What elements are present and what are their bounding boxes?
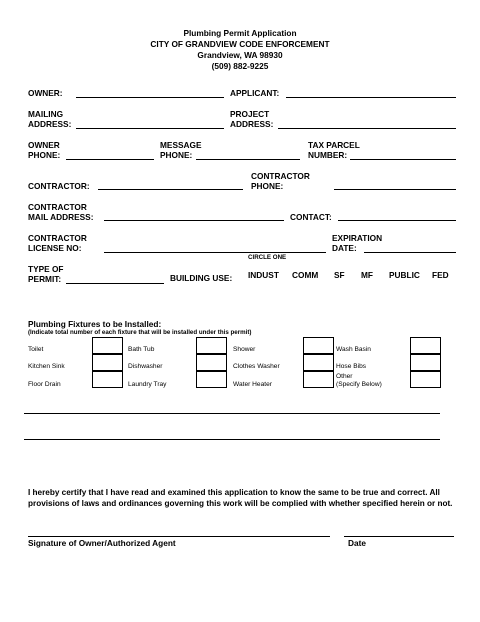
use-option-comm[interactable]: COMM bbox=[292, 270, 319, 280]
mailing-label-line1: MAILING bbox=[28, 109, 64, 119]
use-option-public[interactable]: PUBLIC bbox=[389, 270, 420, 280]
message-phone-field[interactable] bbox=[196, 159, 300, 160]
fixture-label-other: Other bbox=[336, 373, 353, 380]
use-option-fed[interactable]: FED bbox=[432, 270, 449, 280]
fixture-label-bath-tub: Bath Tub bbox=[128, 346, 155, 353]
signature-label: Signature of Owner/Authorized Agent bbox=[28, 538, 176, 548]
date-label: Date bbox=[348, 538, 366, 548]
use-option-mf[interactable]: MF bbox=[361, 270, 373, 280]
contractor-phone-label-line1: CONTRACTOR bbox=[251, 171, 310, 181]
fixture-count-shower[interactable] bbox=[303, 337, 334, 354]
department-phone: (509) 882-9225 bbox=[211, 61, 269, 71]
fixture-label-hose-bibs: Hose Bibs bbox=[336, 363, 367, 370]
use-option-sf[interactable]: SF bbox=[334, 270, 345, 280]
project-address-field[interactable] bbox=[278, 128, 456, 129]
mailing-address-field[interactable] bbox=[76, 128, 224, 129]
specify-line-1[interactable] bbox=[24, 413, 440, 414]
fixtures-title: Plumbing Fixtures to be Installed: bbox=[28, 319, 162, 329]
circle-one-note: CIRCLE ONE bbox=[248, 254, 287, 261]
fixture-label-kitchen-sink: Kitchen Sink bbox=[28, 363, 65, 370]
contact-label: CONTACT: bbox=[290, 212, 332, 222]
tax-parcel-label-line2: NUMBER: bbox=[308, 150, 348, 160]
form-title: Plumbing Permit Application bbox=[183, 28, 297, 38]
date-field[interactable] bbox=[344, 536, 454, 537]
expiration-field[interactable] bbox=[364, 252, 456, 253]
fixture-count-bath-tub[interactable] bbox=[196, 337, 227, 354]
contractor-mail-label-line1: CONTRACTOR bbox=[28, 202, 87, 212]
project-label-line1: PROJECT bbox=[230, 109, 270, 119]
contractor-phone-field[interactable] bbox=[334, 189, 456, 190]
owner-label: OWNER: bbox=[28, 88, 63, 98]
fixture-count-kitchen-sink[interactable] bbox=[92, 354, 123, 371]
applicant-field[interactable] bbox=[286, 97, 456, 98]
contractor-mail-label-line2: MAIL ADDRESS: bbox=[28, 212, 94, 222]
fixture-count-floor-drain[interactable] bbox=[92, 371, 123, 388]
tax-parcel-label-line1: TAX PARCEL bbox=[308, 140, 360, 150]
fixture-count-other[interactable] bbox=[410, 371, 441, 388]
contractor-mail-field[interactable] bbox=[104, 220, 284, 221]
permit-type-field[interactable] bbox=[66, 283, 164, 284]
contractor-field[interactable] bbox=[98, 189, 243, 190]
fixture-count-water-heater[interactable] bbox=[303, 371, 334, 388]
project-label-line2: ADDRESS: bbox=[230, 119, 274, 129]
signature-field[interactable] bbox=[28, 536, 330, 537]
department-address: Grandview, WA 98930 bbox=[197, 50, 283, 60]
fixture-label-wash-basin: Wash Basin bbox=[336, 346, 371, 353]
contact-field[interactable] bbox=[338, 220, 456, 221]
contractor-phone-label-line2: PHONE: bbox=[251, 181, 284, 191]
mailing-label-line2: ADDRESS: bbox=[28, 119, 72, 129]
fixture-label-clothes-washer: Clothes Washer bbox=[233, 363, 280, 370]
message-phone-label-line1: MESSAGE bbox=[160, 140, 202, 150]
specify-line-2[interactable] bbox=[24, 439, 440, 440]
message-phone-label-line2: PHONE: bbox=[160, 150, 193, 160]
owner-field[interactable] bbox=[76, 97, 224, 98]
tax-parcel-field[interactable] bbox=[350, 159, 456, 160]
fixture-other-note: (Specify Below) bbox=[336, 381, 382, 388]
building-use-label: BUILDING USE: bbox=[170, 273, 233, 283]
fixture-label-water-heater: Water Heater bbox=[233, 381, 272, 388]
contractor-label: CONTRACTOR: bbox=[28, 181, 90, 191]
license-label-line2: LICENSE NO: bbox=[28, 243, 82, 253]
fixture-count-toilet[interactable] bbox=[92, 337, 123, 354]
owner-phone-label-line2: PHONE: bbox=[28, 150, 61, 160]
certification-statement: I hereby certify that I have read and examined this application to know the same to be true and correct. All provisions of laws and ordinances governing this work will be complied with whether specified herein or not. bbox=[28, 488, 453, 508]
expiration-label-line1: EXPIRATION bbox=[332, 233, 383, 243]
license-field[interactable] bbox=[104, 252, 326, 253]
fixture-count-wash-basin[interactable] bbox=[410, 337, 441, 354]
use-option-indust[interactable]: INDUST bbox=[248, 270, 279, 280]
fixture-label-toilet: Toilet bbox=[28, 346, 44, 353]
type-label-line1: TYPE OF bbox=[28, 264, 64, 274]
fixture-count-laundry-tray[interactable] bbox=[196, 371, 227, 388]
license-label-line1: CONTRACTOR bbox=[28, 233, 87, 243]
fixture-count-clothes-washer[interactable] bbox=[303, 354, 334, 371]
type-label-line2: PERMIT: bbox=[28, 274, 62, 284]
fixture-label-dishwasher: Dishwasher bbox=[128, 363, 163, 370]
applicant-label: APPLICANT: bbox=[230, 88, 280, 98]
department-name: CITY OF GRANDVIEW CODE ENFORCEMENT bbox=[150, 39, 330, 49]
fixture-count-dishwasher[interactable] bbox=[196, 354, 227, 371]
fixture-label-floor-drain: Floor Drain bbox=[28, 381, 61, 388]
fixtures-note: (Indicate total number of each fixture that will be installed under this permit) bbox=[28, 329, 252, 336]
expiration-label-line2: DATE: bbox=[332, 243, 357, 253]
fixture-label-laundry-tray: Laundry Tray bbox=[128, 381, 167, 388]
owner-phone-label-line1: OWNER bbox=[28, 140, 60, 150]
fixture-count-hose-bibs[interactable] bbox=[410, 354, 441, 371]
owner-phone-field[interactable] bbox=[66, 159, 154, 160]
fixture-label-shower: Shower bbox=[233, 346, 256, 353]
